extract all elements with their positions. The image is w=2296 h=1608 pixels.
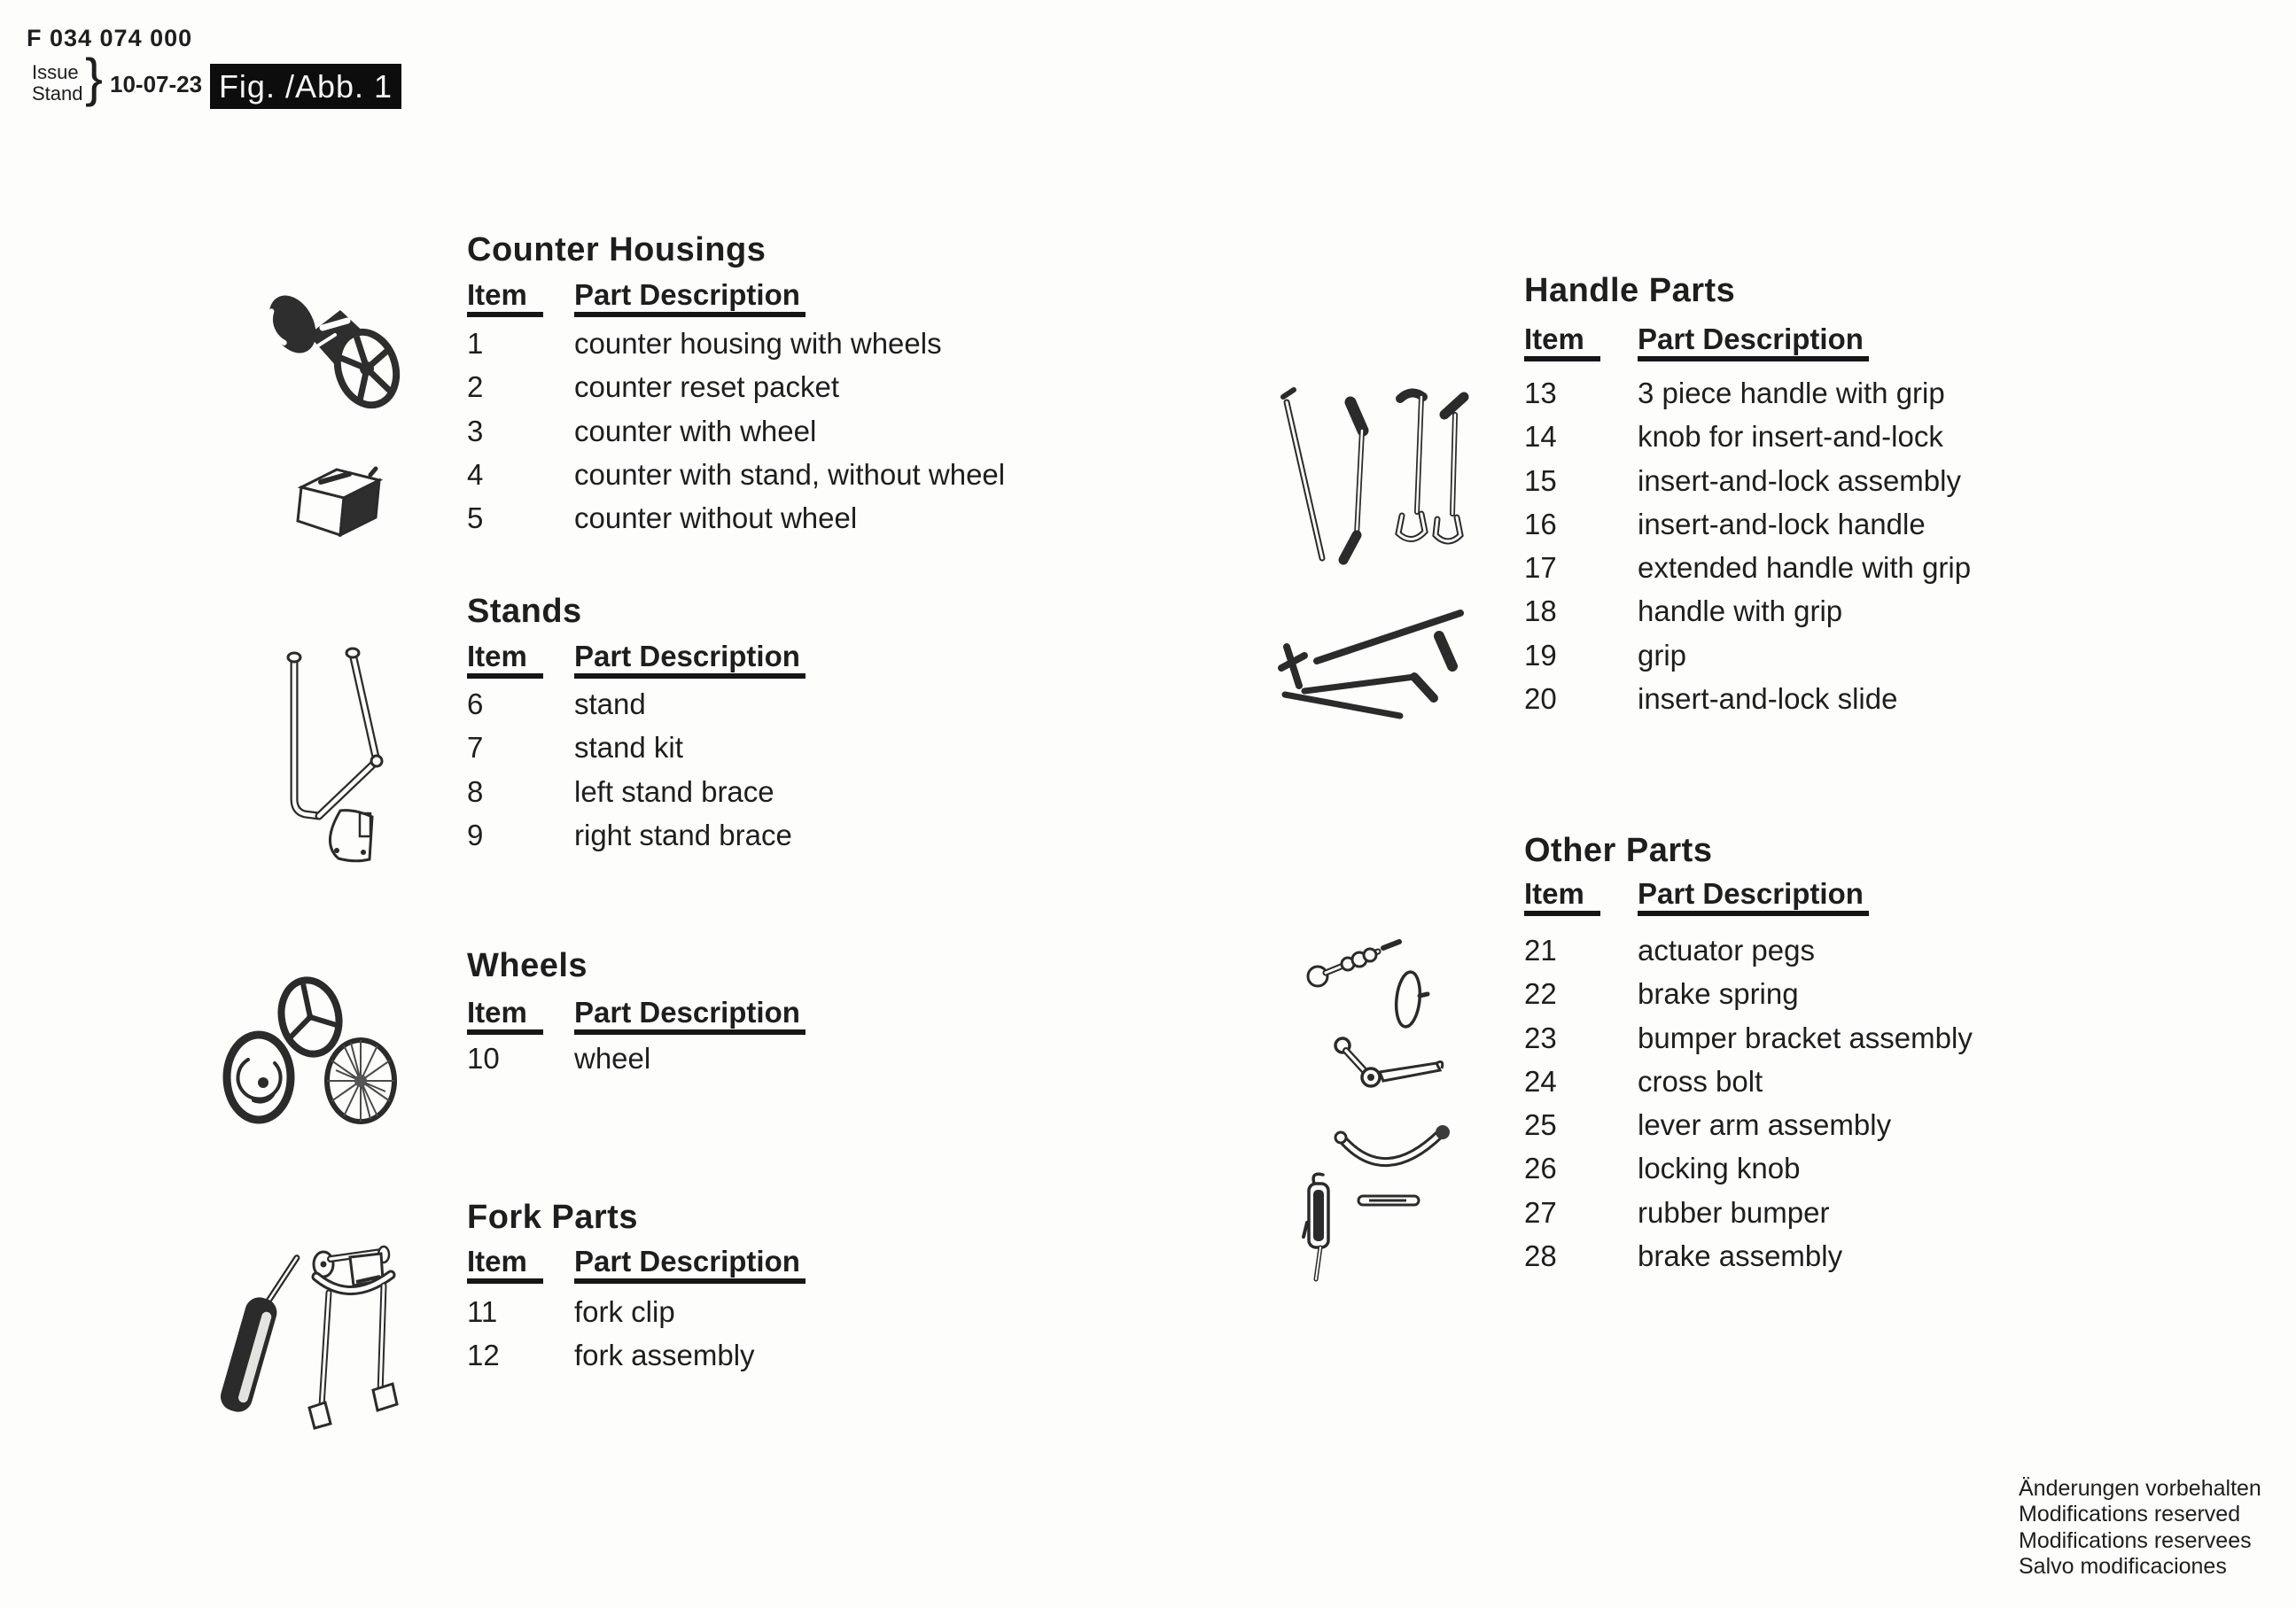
item-number: 4: [467, 457, 484, 491]
item-number: 13: [1524, 377, 1557, 409]
table-row: [467, 371, 1005, 415]
section-other-parts: [1524, 834, 1973, 1284]
table-row: [467, 1340, 806, 1383]
item-number: 19: [1524, 638, 1557, 672]
table-row: [467, 1043, 806, 1086]
part-description: fork assembly: [574, 1339, 755, 1372]
table-row: [1524, 683, 1971, 726]
table-row: [1524, 1240, 1973, 1284]
item-number: 8: [467, 774, 484, 808]
description-column-header: Part Description: [574, 998, 806, 1035]
part-description: right stand brace: [574, 818, 792, 851]
item-number: 1: [467, 327, 484, 360]
table-row: [1524, 1197, 1973, 1240]
item-number: 11: [467, 1295, 498, 1328]
section-fork-parts: [467, 1200, 806, 1384]
description-column-header: Part Description: [1638, 324, 1869, 361]
section-title: Fork Parts: [467, 1199, 638, 1236]
table-row: [467, 416, 1005, 459]
handle-parts-drawing-upper: [1276, 383, 1471, 573]
table-row: [1524, 377, 1971, 421]
table-row: [467, 502, 1005, 546]
item-number: 14: [1524, 420, 1557, 454]
section-title: Other Parts: [1524, 832, 1713, 869]
notice-line-es: Salvo modificaciones: [2019, 1553, 2227, 1579]
item-number: 25: [1524, 1108, 1557, 1142]
item-column-header: Item: [467, 280, 543, 317]
part-description: brake assembly: [1638, 1239, 1843, 1273]
part-description: fork clip: [574, 1295, 675, 1328]
description-column-header: Part Description: [574, 280, 806, 317]
section-title: Stands: [467, 593, 582, 630]
description-column-header: Part Description: [1638, 879, 1869, 916]
part-description: counter with stand, without wheel: [574, 457, 1006, 491]
description-column-header: Part Description: [574, 641, 806, 679]
table-row: [1524, 595, 1971, 639]
part-description: grip: [1638, 638, 1687, 672]
item-number: 21: [1524, 934, 1557, 967]
table-header: [467, 641, 806, 679]
handle-parts-drawing-lower: [1276, 601, 1467, 725]
item-number: 10: [467, 1042, 500, 1075]
item-column-header: Item: [467, 1247, 543, 1284]
part-description: counter reset packet: [574, 370, 839, 404]
document-number: F 034 074 000: [27, 25, 193, 51]
table-row: [1524, 509, 1971, 552]
part-description: extended handle with grip: [1638, 551, 1972, 585]
item-number: 2: [467, 370, 484, 404]
issue-date: 10-07-23: [110, 71, 203, 97]
item-number: 20: [1524, 682, 1557, 716]
table-row: [1524, 935, 1973, 978]
stand-drawing: [285, 647, 390, 864]
part-description: counter housing with wheels: [574, 327, 942, 360]
notice-line-en: Modifications reserved: [2019, 1502, 2241, 1527]
table-row: [1524, 465, 1971, 509]
table-row: [1524, 978, 1973, 1022]
part-description: brake spring: [1638, 977, 1799, 1011]
table-row: [467, 328, 1005, 371]
item-column-header: Item: [1524, 879, 1600, 916]
table-row: [1524, 1153, 1973, 1196]
table-row: [1524, 552, 1971, 595]
part-description: stand: [574, 687, 646, 720]
item-number: 3: [467, 414, 484, 447]
table-row: [1524, 421, 1971, 464]
section-title: Handle Parts: [1524, 272, 1736, 309]
item-number: 26: [1524, 1152, 1557, 1185]
table-row: [1524, 1022, 1973, 1066]
item-column-header: Item: [467, 998, 543, 1035]
item-number: 17: [1524, 551, 1557, 585]
notice-line-fr: Modifications reservees: [2019, 1527, 2252, 1553]
section-counter-housings: [467, 233, 1005, 546]
part-description: rubber bumper: [1638, 1195, 1830, 1229]
item-column-header: Item: [467, 641, 543, 679]
part-description: cross bolt: [1638, 1064, 1763, 1098]
item-number: 15: [1524, 463, 1557, 497]
item-number: 7: [467, 731, 484, 765]
table-row: [467, 688, 806, 732]
table-header: [1524, 879, 1973, 916]
part-description: knob for insert-and-lock: [1638, 420, 1943, 454]
item-number: 12: [467, 1339, 500, 1372]
part-description: actuator pegs: [1638, 934, 1815, 967]
item-number: 18: [1524, 594, 1557, 628]
issue-label: Issue: [32, 61, 79, 83]
section-handle-parts: [1524, 274, 1971, 726]
table-header: [467, 1247, 806, 1284]
section-wheels: [467, 949, 806, 1086]
fork-parts-drawing: [199, 1245, 403, 1431]
section-title: Counter Housings: [467, 231, 767, 268]
item-column-header: Item: [1524, 324, 1600, 361]
table-header: [1524, 324, 1971, 361]
item-number: 9: [467, 818, 484, 851]
item-number: 23: [1524, 1021, 1557, 1054]
part-description: 3 piece handle with grip: [1638, 377, 1945, 409]
part-description: stand kit: [574, 731, 683, 765]
wheels-drawing: [222, 975, 399, 1127]
part-description: bumper bracket assembly: [1638, 1021, 1973, 1054]
stand-label: Stand: [32, 82, 83, 105]
part-description: insert-and-lock handle: [1638, 507, 1926, 540]
figure-label-box: Fig. /Abb. 1: [210, 64, 401, 109]
table-row: [1524, 1109, 1973, 1153]
table-row: [467, 732, 806, 775]
table-row: [467, 459, 1005, 502]
table-row: [467, 776, 806, 820]
brace-glyph: }: [85, 48, 104, 107]
section-stands: [467, 594, 806, 863]
part-description: insert-and-lock assembly: [1638, 463, 1961, 497]
notice-line-de: Änderungen vorbehalten: [2019, 1476, 2261, 1501]
item-number: 28: [1524, 1239, 1557, 1273]
part-description: counter without wheel: [574, 501, 858, 535]
section-title: Wheels: [467, 947, 588, 984]
part-description: locking knob: [1638, 1152, 1801, 1185]
modifications-notice: [2019, 1476, 2261, 1580]
issue-stand-label: [32, 62, 83, 105]
other-parts-drawing: [1298, 930, 1453, 1285]
table-row: [467, 820, 806, 863]
part-description: counter with wheel: [574, 414, 817, 447]
table-header: [467, 998, 806, 1035]
table-row: [1524, 640, 1971, 683]
item-number: 16: [1524, 507, 1557, 540]
item-number: 22: [1524, 977, 1557, 1011]
part-description: wheel: [574, 1042, 651, 1075]
item-number: 5: [467, 501, 484, 535]
counter-housing-drawing: [259, 282, 402, 415]
table-row: [1524, 1066, 1973, 1109]
counter-box-drawing: [292, 461, 385, 542]
item-number: 24: [1524, 1064, 1557, 1098]
item-number: 6: [467, 687, 484, 720]
part-description: lever arm assembly: [1638, 1108, 1892, 1142]
table-row: [467, 1296, 806, 1340]
item-number: 27: [1524, 1195, 1557, 1229]
part-description: insert-and-lock slide: [1638, 682, 1898, 716]
table-header: [467, 280, 1005, 317]
part-description: handle with grip: [1638, 594, 1843, 628]
description-column-header: Part Description: [574, 1247, 806, 1284]
part-description: left stand brace: [574, 774, 774, 808]
